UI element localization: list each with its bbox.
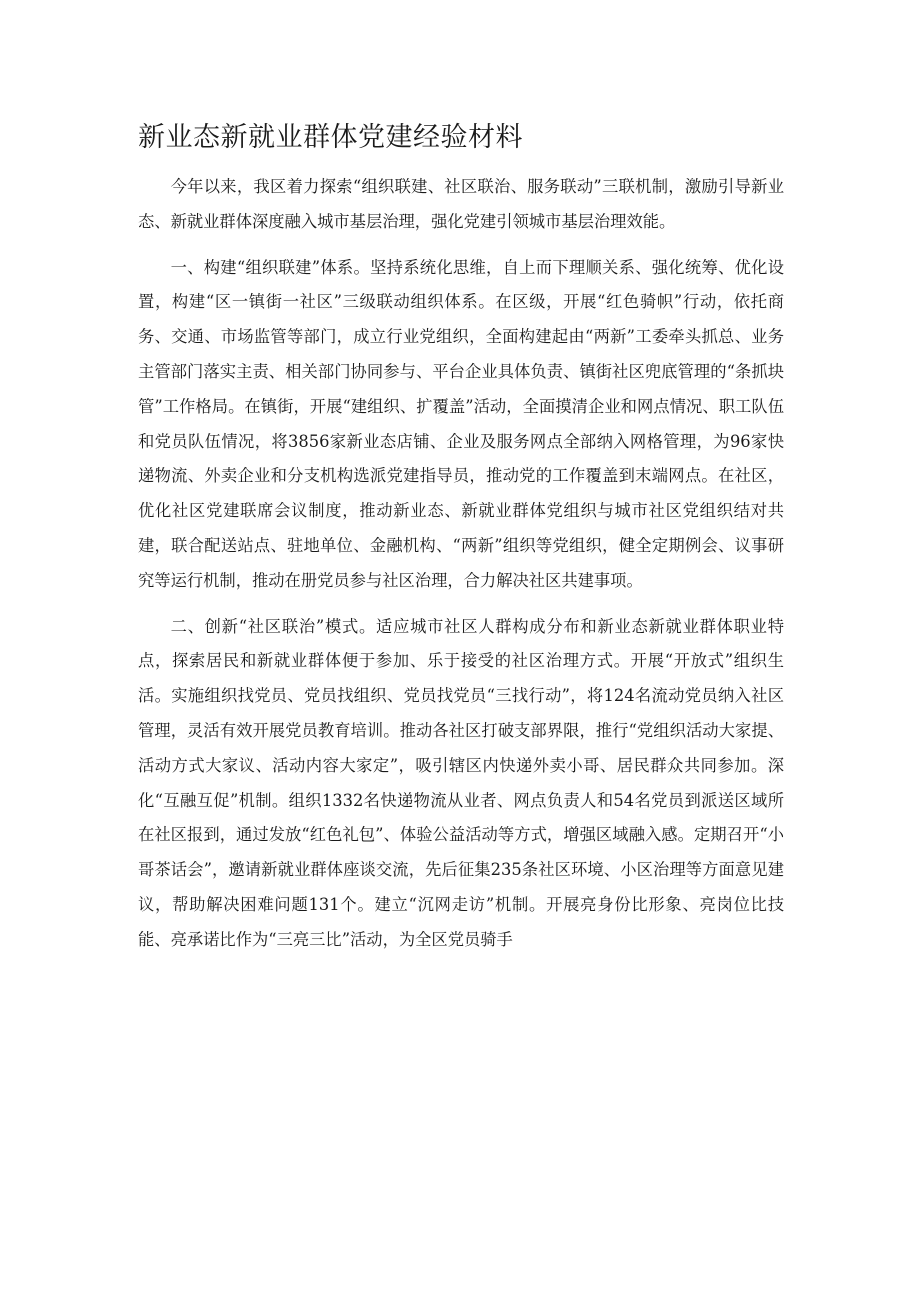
paragraph-section-1: 一、构建“组织联建”体系。坚持系统化思维，自上而下理顺关系、强化统筹、优化设置，构建“区一镇街一社区”三级联动组织体系。在区级，开展“红色骑帜”行动，依托商务、交通、市场监管等部门，成立行业党组织，全面构建起由“两新”工委牵头抓总、业务主管部门落实主责、相关部门协同参与、平台企业具体负责、镇街社区兜底管理的“条抓块管”工作格局。在镇街，开展“建组织、扩覆盖”活动，全面摸清企业和网点情况、职工队伍和党员队伍情况，将3856家新业态店铺、企业及服务网点全部纳入网格管理，为96家快递物流、外卖企业和分支机构选派党建指导员，推动党的工作覆盖到末端网点。在社区，优化社区党建联席会议制度，推动新业态、新就业群体党组织与城市社区党组织结对共建，联合配送站点、驻地单位、金融机构、“两新”组织等党组织，健全定期例会、议事研究等运行机制，推动在册党员参与社区治理，合力解决社区共建事项。 — [138, 257, 784, 590]
paragraph-section-2: 二、创新“社区联治”模式。适应城市社区人群构成分布和新业态新就业群体职业特点，探索居民和新就业群体便于参加、乐于接受的社区治理方式。开展“开放式”组织生活。实施组织找党员、党员找组织、党员找党员“三找行动”，将124名流动党员纳入社区管理，灵活有效开展党员教育培训。推动各社区打破支部界限，推行“党组织活动大家提、活动方式大家议、活动内容大家定”，吸引辖区内快递外卖小哥、居民群众共同参加。深化“互融互促”机制。组织1332名快递物流从业者、网点负责人和54名党员到派送区域所在社区报到，通过发放“红色礼包”、体验公益活动等方式，增强区域融入感。定期召开“小哥茶话会”，邀请新就业群体座谈交流，先后征集235条社区环境、小区治理等方面意见建议，帮助解决困难问题131个。建立“沉网走访”机制。开展亮身份比形象、亮岗位比技能、亮承诺比作为“三亮三比”活动，为全区党员骑手 — [138, 616, 784, 949]
paragraph-intro: 今年以来，我区着力探索“组织联建、社区联治、服务联动”三联机制，激励引导新业态、新就业群体深度融入城市基层治理，强化党建引领城市基层治理效能。 — [138, 177, 784, 231]
document-page — [138, 118, 784, 969]
document-title: 新业态新就业群体党建经验材料 — [138, 122, 523, 153]
